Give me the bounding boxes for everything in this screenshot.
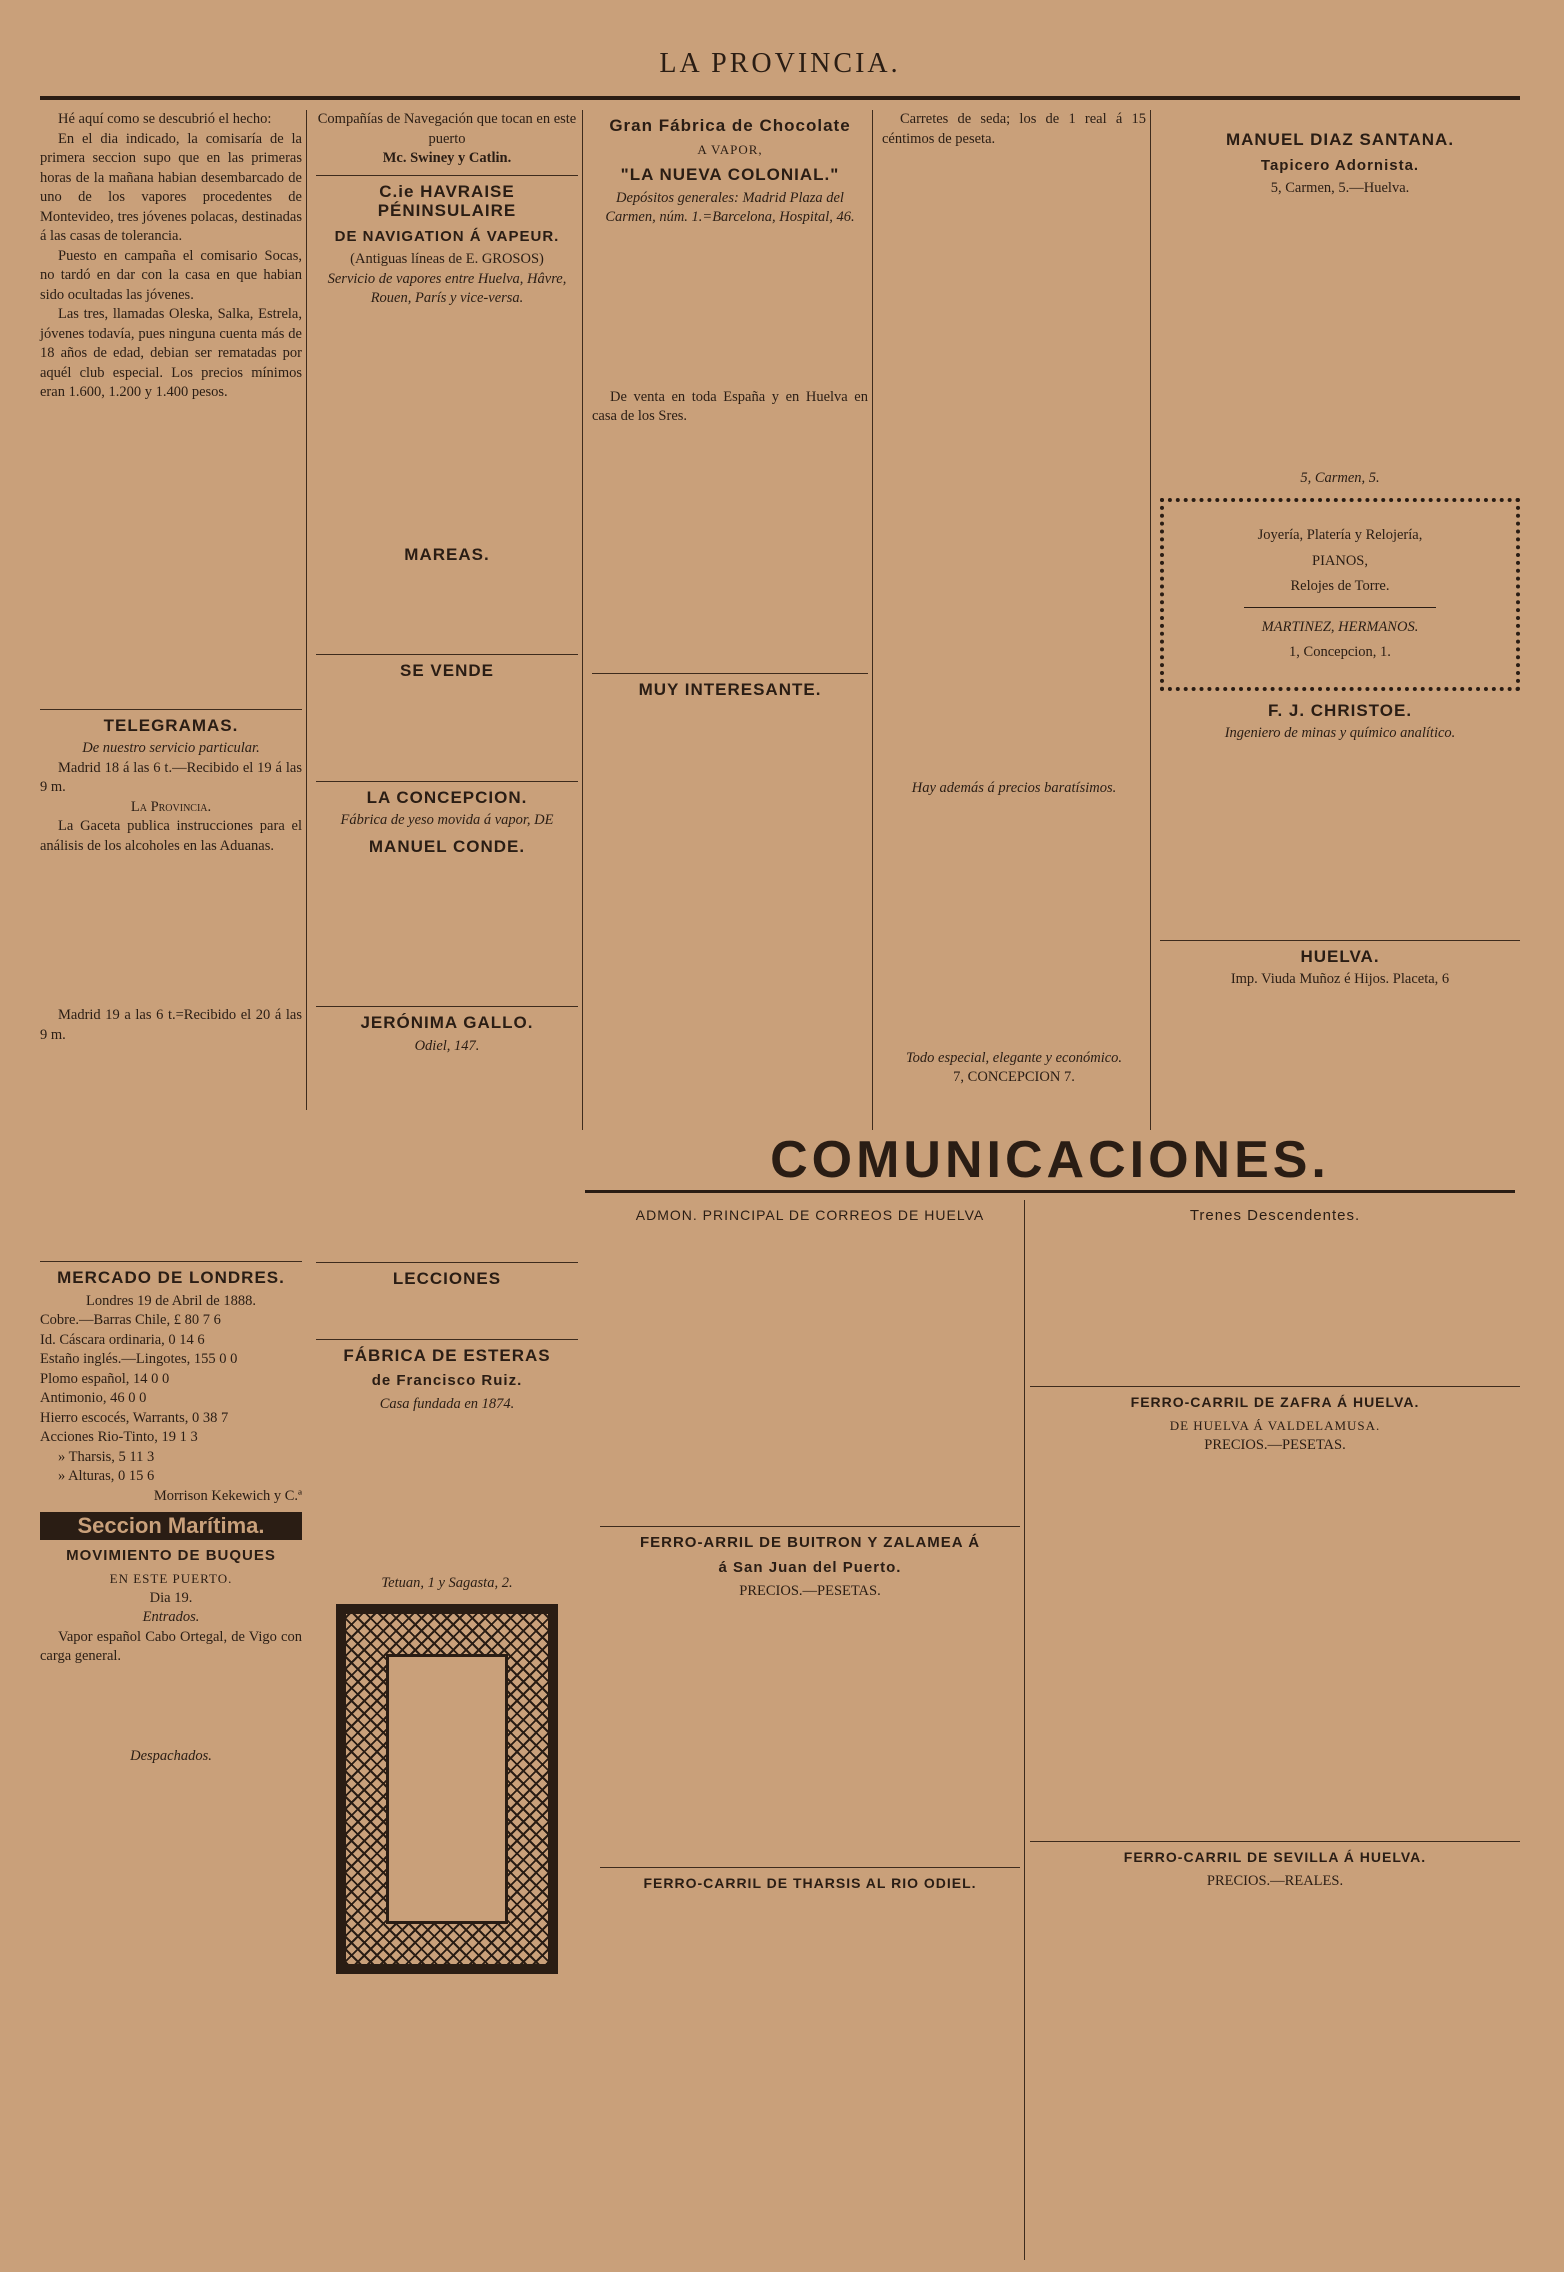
article-paragraph: Hé aquí como se descubrió el hecho: [58, 111, 272, 127]
ad-title: LA CONCEPCION. [366, 787, 528, 807]
communications-banner: COMUNICACIONES. [585, 1130, 1515, 1193]
day-label: Dia 19. [149, 1589, 193, 1606]
market-line: Plomo español, 14 0 0 [40, 1370, 170, 1387]
railway-heading: FERRO-CARRIL DE ZAFRA Á HUELVA. [1130, 1393, 1420, 1410]
telegram-continuation [40, 1045, 302, 1255]
column-rule [872, 110, 873, 1130]
railway-subheading: á San Juan del Puerto. [718, 1559, 902, 1576]
section-heading: TELEGRAMAS. [103, 715, 239, 735]
divider [1030, 1841, 1520, 1842]
divider [316, 1262, 578, 1263]
railway-heading: FERRO-CARRIL DE THARSIS AL RIO ODIEL. [643, 1875, 977, 1891]
divider [1160, 940, 1520, 941]
divider [1030, 1386, 1520, 1387]
masthead [40, 40, 1520, 110]
column-1 [40, 110, 302, 1766]
telegram-signature: La Provincia. [130, 798, 212, 815]
ad-address: Tetuan, 1 y Sagasta, 2. [381, 1575, 513, 1591]
ad-owner: MARTINEZ, HERMANOS. [1261, 618, 1419, 635]
ad-body [882, 799, 1146, 1049]
communications-left [600, 1200, 1020, 1898]
article-paragraph: En el dia indicado, la comisaría de la primera seccion supo que en las primeras horas de la mañana habian desembarcado de uno de los vapores procedentes de Montevideo, tres jóvenes polacas, destinadas á las casas de tolerancia. [40, 130, 302, 244]
ad-title: F. J. CHRISTOE. [1267, 700, 1413, 720]
market-line: Antimonio, 46 0 0 [40, 1390, 147, 1406]
ad-title: Gran Fábrica de Chocolate [609, 116, 851, 135]
jewelry-ad-box [1160, 498, 1520, 691]
column-rule [1024, 1200, 1025, 2260]
ad-founded: Casa fundada en 1874. [379, 1395, 515, 1412]
market-line: » Tharsis, 5 11 3 [58, 1448, 155, 1465]
section-subheading: De nuestro servicio particular. [82, 740, 260, 756]
prices-heading: PRECIOS.—PESETAS. [1204, 1436, 1346, 1453]
ad-slogan: Todo especial, elegante y económico. [905, 1049, 1123, 1066]
ad-line: Joyería, Platería y Relojería, [1257, 527, 1423, 543]
column-5 [1160, 110, 1520, 990]
ad-address: 5, Carmen, 5. [1300, 469, 1380, 486]
article-paragraph: Las tres, llamadas Oleska, Salka, Estrela, jóvenes todavía, pues ninguna cuenta más de 18 años de edad, debian ser rematadas por aquél club especial. Los precios mínimos eran 1.600, 1.200 y 1.400 pesos. [40, 306, 302, 400]
column-2 [316, 110, 578, 1984]
ad-title: MUY INTERESANTE. [638, 679, 822, 699]
divider [600, 1867, 1020, 1868]
column-rule [582, 110, 583, 1130]
ad-subtitle: de Francisco Ruiz. [371, 1372, 523, 1389]
ad-body [316, 860, 578, 1000]
article-paragraph: Puesto en campaña el comisario Socas, no tardó en dar con la casa en que habian sido ocultadas las jóvenes. [40, 247, 302, 303]
ad-body [1160, 744, 1520, 934]
column-rule [1150, 110, 1151, 1130]
ad-line: Relojes de Torre. [1290, 578, 1390, 594]
divider [40, 709, 302, 710]
entrados-label: Entrados. [142, 1609, 200, 1625]
ad-body [316, 309, 578, 539]
railway-subheading: DE HUELVA Á VALDELAMUSA. [1169, 1418, 1381, 1433]
ad-agent: Mc. Swiney y Catlin. [382, 150, 512, 166]
ad-paragraph: Carretes de seda; los de 1 real á 15 céntimos de peseta. [882, 111, 1146, 147]
ad-address: 1, Concepcion, 1. [1289, 644, 1391, 660]
tides-table [316, 568, 578, 648]
market-line: Cobre.—Barras Chile, £ 80 7 6 [40, 1312, 221, 1328]
ad-body [882, 149, 1146, 779]
ad-address: 5, Carmen, 5.—Huelva. [1270, 180, 1410, 196]
ad-service: Servicio de vapores entre Huelva, Hâvre, Rouen, París y vice-versa. [327, 270, 567, 306]
ad-body [592, 228, 868, 388]
ad-title: MANUEL DIAZ SANTANA. [1225, 130, 1455, 149]
section-heading: MOVIMIENTO DE BUQUES [66, 1546, 276, 1564]
divider [592, 673, 868, 674]
ad-line: PIANOS, [1312, 552, 1368, 569]
page-title: LA PROVINCIA. [659, 48, 901, 79]
section-subheading: EN ESTE PUERTO. [109, 1571, 233, 1586]
market-line: Id. Cáscara ordinaria, 0 14 6 [40, 1331, 205, 1348]
market-line: Acciones Rio-Tinto, 19 1 3 [40, 1429, 198, 1445]
telegram-continuation [40, 856, 302, 1006]
ad-title: FÁBRICA DE ESTERAS [343, 1345, 551, 1365]
ad-title: LECCIONES [392, 1269, 502, 1288]
prices-heading: PRECIOS.—REALES. [1206, 1872, 1344, 1889]
article-continuation [40, 403, 302, 703]
ad-sellers-intro: De venta en toda España y en Huelva en casa de los Sres. [592, 388, 868, 424]
footer-city: HUELVA. [1300, 946, 1380, 966]
telegram-body: La Gaceta publica instrucciones para el análisis de los alcoholes en las Aduanas. [40, 818, 302, 854]
divider [316, 654, 578, 655]
ad-address: 7, CONCEPCION 7. [953, 1069, 1075, 1085]
ad-title: JERÓNIMA GALLO. [360, 1013, 534, 1032]
divider [316, 175, 578, 176]
divider [316, 1006, 578, 1007]
divider [600, 1526, 1020, 1527]
timetable [1030, 1230, 1520, 1380]
railway-heading: Trenes Descendentes. [1189, 1207, 1361, 1224]
ad-body [316, 1293, 578, 1333]
ad-body [316, 1414, 578, 1574]
mail-heading: ADMON. PRINCIPAL DE CORREOS DE HUELVA [635, 1207, 985, 1223]
despachados-label: Despachados. [130, 1747, 212, 1764]
ship-list [40, 1667, 302, 1747]
ad-owner: MANUEL CONDE. [368, 836, 526, 856]
divider [316, 1339, 578, 1340]
divider [40, 1261, 302, 1262]
ship-entry: Vapor español Cabo Ortegal, de Vigo con carga general. [40, 1628, 302, 1664]
ad-subtitle: Ingeniero de minas y químico analítico. [1224, 725, 1456, 741]
ad-heading: Compañías de Navegación que tocan en este puerto [317, 111, 577, 147]
ad-subtitle: (Antiguas líneas de E. GROSOS) [350, 251, 544, 267]
ad-brand: "LA NUEVA COLONIAL." [620, 165, 840, 184]
ad-title: C.ie HAVRAISE PÉNINSULAIRE [377, 181, 517, 220]
printer-imprint: Imp. Viuda Muñoz é Hijos. Placeta, 6 [1230, 971, 1450, 987]
section-banner: Seccion Marítima. [40, 1512, 302, 1540]
ornamental-advertisement [336, 1604, 558, 1974]
market-line: Morrison Kekewich y C.ª [153, 1487, 302, 1504]
communications-right [1030, 1200, 1520, 1891]
timetable [600, 1601, 1020, 1861]
market-line: » Alturas, 0 15 6 [58, 1468, 155, 1484]
ad-body [1160, 199, 1520, 469]
market-date: Londres 19 de Abril de 1888. [86, 1292, 256, 1309]
tides-heading: MAREAS. [404, 544, 490, 564]
ad-body [316, 1056, 578, 1256]
ad-subtitle: A VAPOR, [697, 141, 763, 157]
column-3 [592, 110, 868, 703]
masthead-rule [40, 96, 1520, 100]
market-line: Hierro escocés, Warrants, 0 38 7 [40, 1409, 229, 1426]
railway-heading: FERRO-ARRIL DE BUITRON Y ZALAMEA Á [639, 1533, 981, 1551]
ad-depots: Depósitos generales: Madrid Plaza del Carmen, núm. 1.=Barcelona, Hospital, 46. [605, 189, 855, 225]
column-4 [882, 110, 1146, 1088]
prices-heading: PRECIOS.—PESETAS. [739, 1582, 881, 1599]
market-line: Estaño inglés.—Lingotes, 155 0 0 [40, 1351, 238, 1367]
ad-subtitle: Tapicero Adornista. [1260, 156, 1420, 174]
ad-body [316, 685, 578, 775]
telegram-dateline: Madrid 19 a las 6 t.=Recibido el 20 á las 9 m. [40, 1007, 302, 1043]
ad-emphasis: Hay además á precios baratísimos. [911, 780, 1117, 796]
ad-title: SE VENDE [400, 661, 494, 680]
column-rule [306, 110, 307, 1110]
section-heading: MERCADO DE LONDRES. [57, 1268, 285, 1287]
railway-heading: FERRO-CARRIL DE SEVILLA Á HUELVA. [1123, 1849, 1427, 1865]
mail-schedule [600, 1230, 1020, 1520]
ad-seller-list [592, 427, 868, 667]
ad-subtitle: Fábrica de yeso movida á vapor, DE [340, 812, 554, 828]
ad-subtitle: Odiel, 147. [414, 1037, 480, 1054]
divider [316, 781, 578, 782]
divider [1244, 607, 1436, 608]
ad-title: DE NAVIGATION Á VAPEUR. [334, 227, 560, 245]
timetable [1030, 1455, 1520, 1835]
telegram-dateline: Madrid 18 á las 6 t.—Recibido el 19 á las 9 m. [40, 759, 302, 795]
